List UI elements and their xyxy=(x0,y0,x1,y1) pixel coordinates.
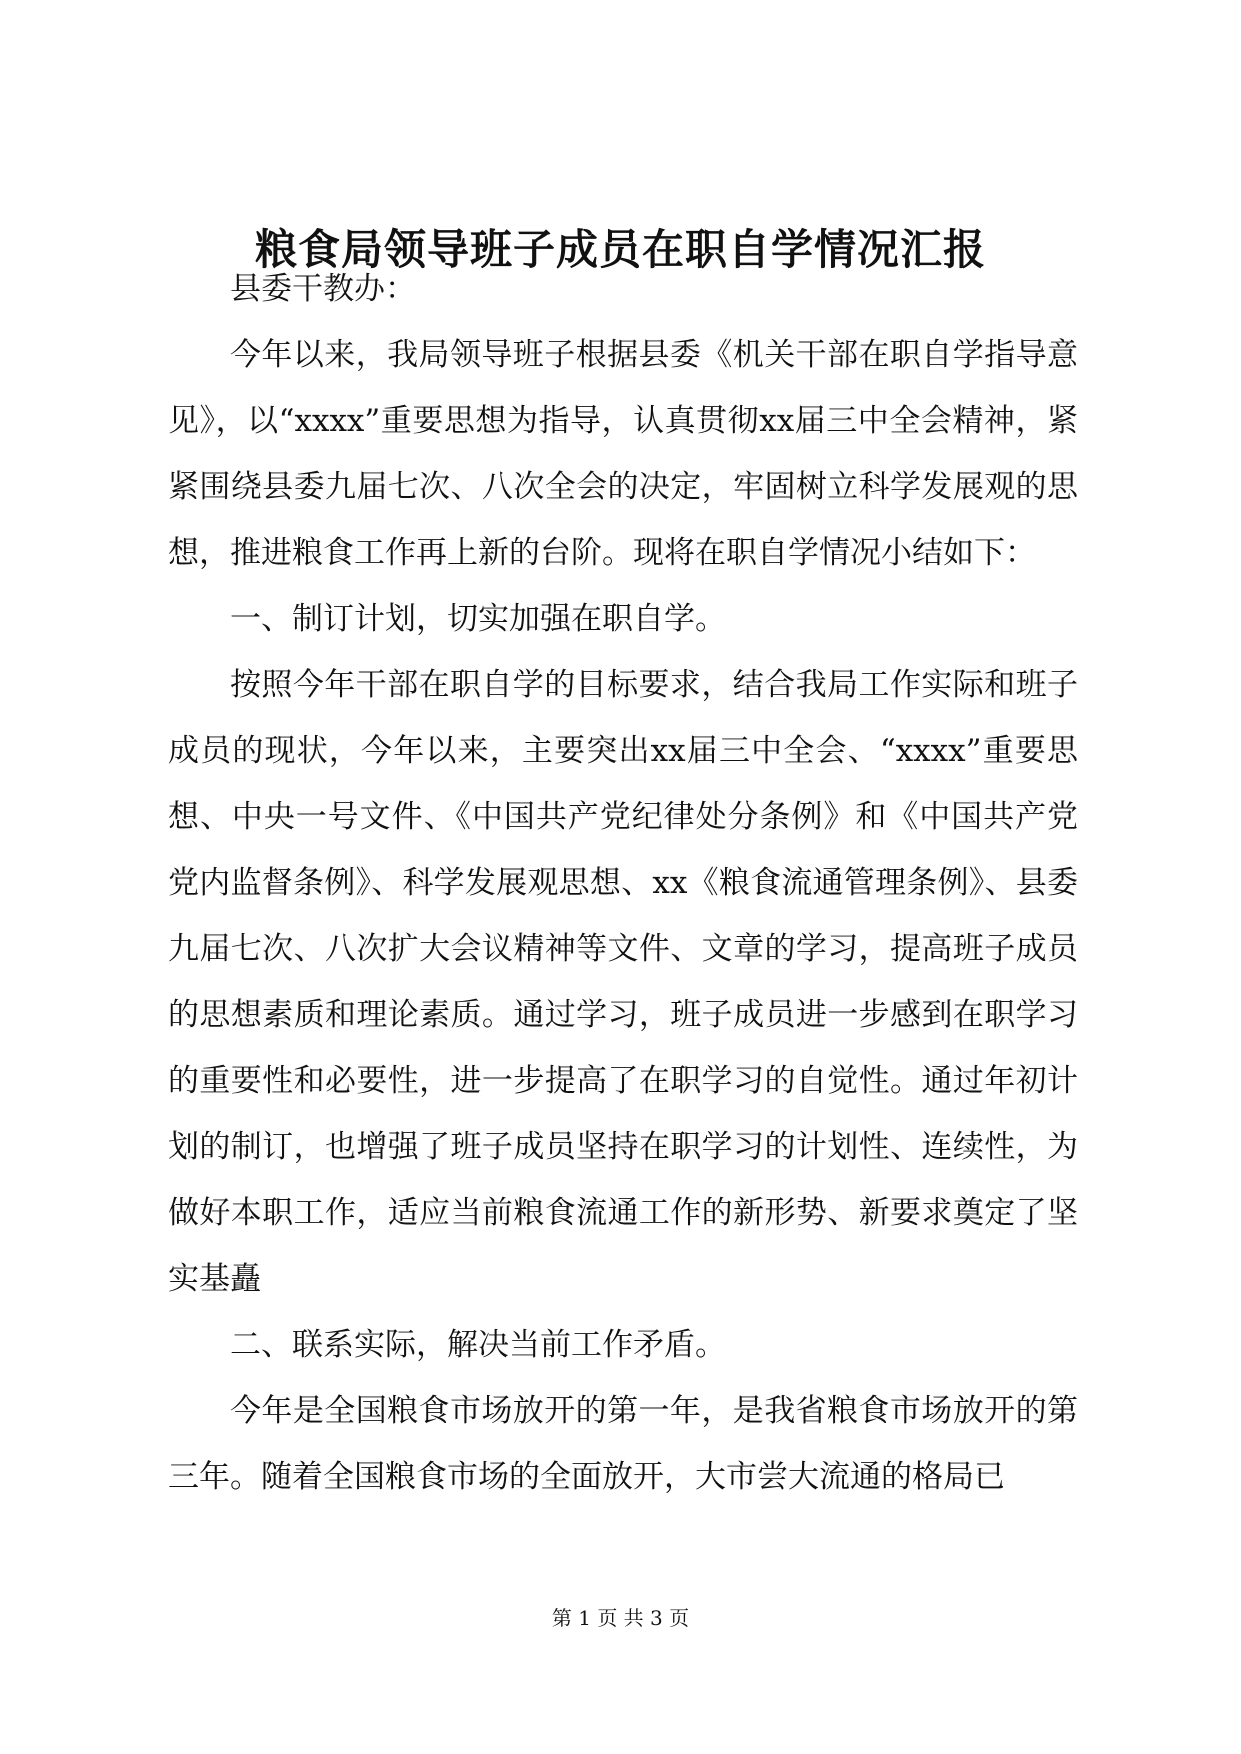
section-1-paragraph: 按照今年干部在职自学的目标要求，结合我局工作实际和班子成员的现状，今年以来，主要突出xx届三中全会、“xxxx”重要思想、中央一号文件、《中国共产党纪律处分条例》和《中国共产党党内监督条例》、科学发展观思想、xx《粮食流通管理条例》、县委九届七次、八次扩大会议精神等文件、文章的学习，提高班子成员的思想素质和理论素质。通过学习，班子成员进一步感到在职学习的重要性和必要性，进一步提高了在职学习的自觉性。通过年初计划的制订，也增强了班子成员坚持在职学习的计划性、连续性，为做好本职工作，适应当前粮食流通工作的新形势、新要求奠定了坚实基矗 xyxy=(168,667,1078,1297)
section-2-paragraph: 今年是全国粮食市场放开的第一年，是我省粮食市场放开的第三年。随着全国粮食市场的全面放开，大市尝大流通的格局已 xyxy=(168,1393,1078,1495)
intro-paragraph: 今年以来，我局领导班子根据县委《机关干部在职自学指导意见》，以“xxxx”重要思想为指导，认真贯彻xx届三中全会精神，紧紧围绕县委九届七次、八次全会的决定，牢固树立科学发展观的思想，推进粮食工作再上新的台阶。现将在职自学情况小结如下： xyxy=(168,337,1078,571)
page-number-footer: 第 1 页 共 3 页 xyxy=(551,1606,690,1630)
section-heading-2: 二、联系实际，解决当前工作矛盾。 xyxy=(230,1327,726,1363)
document-title: 粮食局领导班子成员在职自学情况汇报 xyxy=(254,225,986,274)
salutation: 县委干教办： xyxy=(230,271,416,307)
document-body xyxy=(168,256,1078,1510)
section-heading-1: 一、制订计划，切实加强在职自学。 xyxy=(230,601,726,637)
